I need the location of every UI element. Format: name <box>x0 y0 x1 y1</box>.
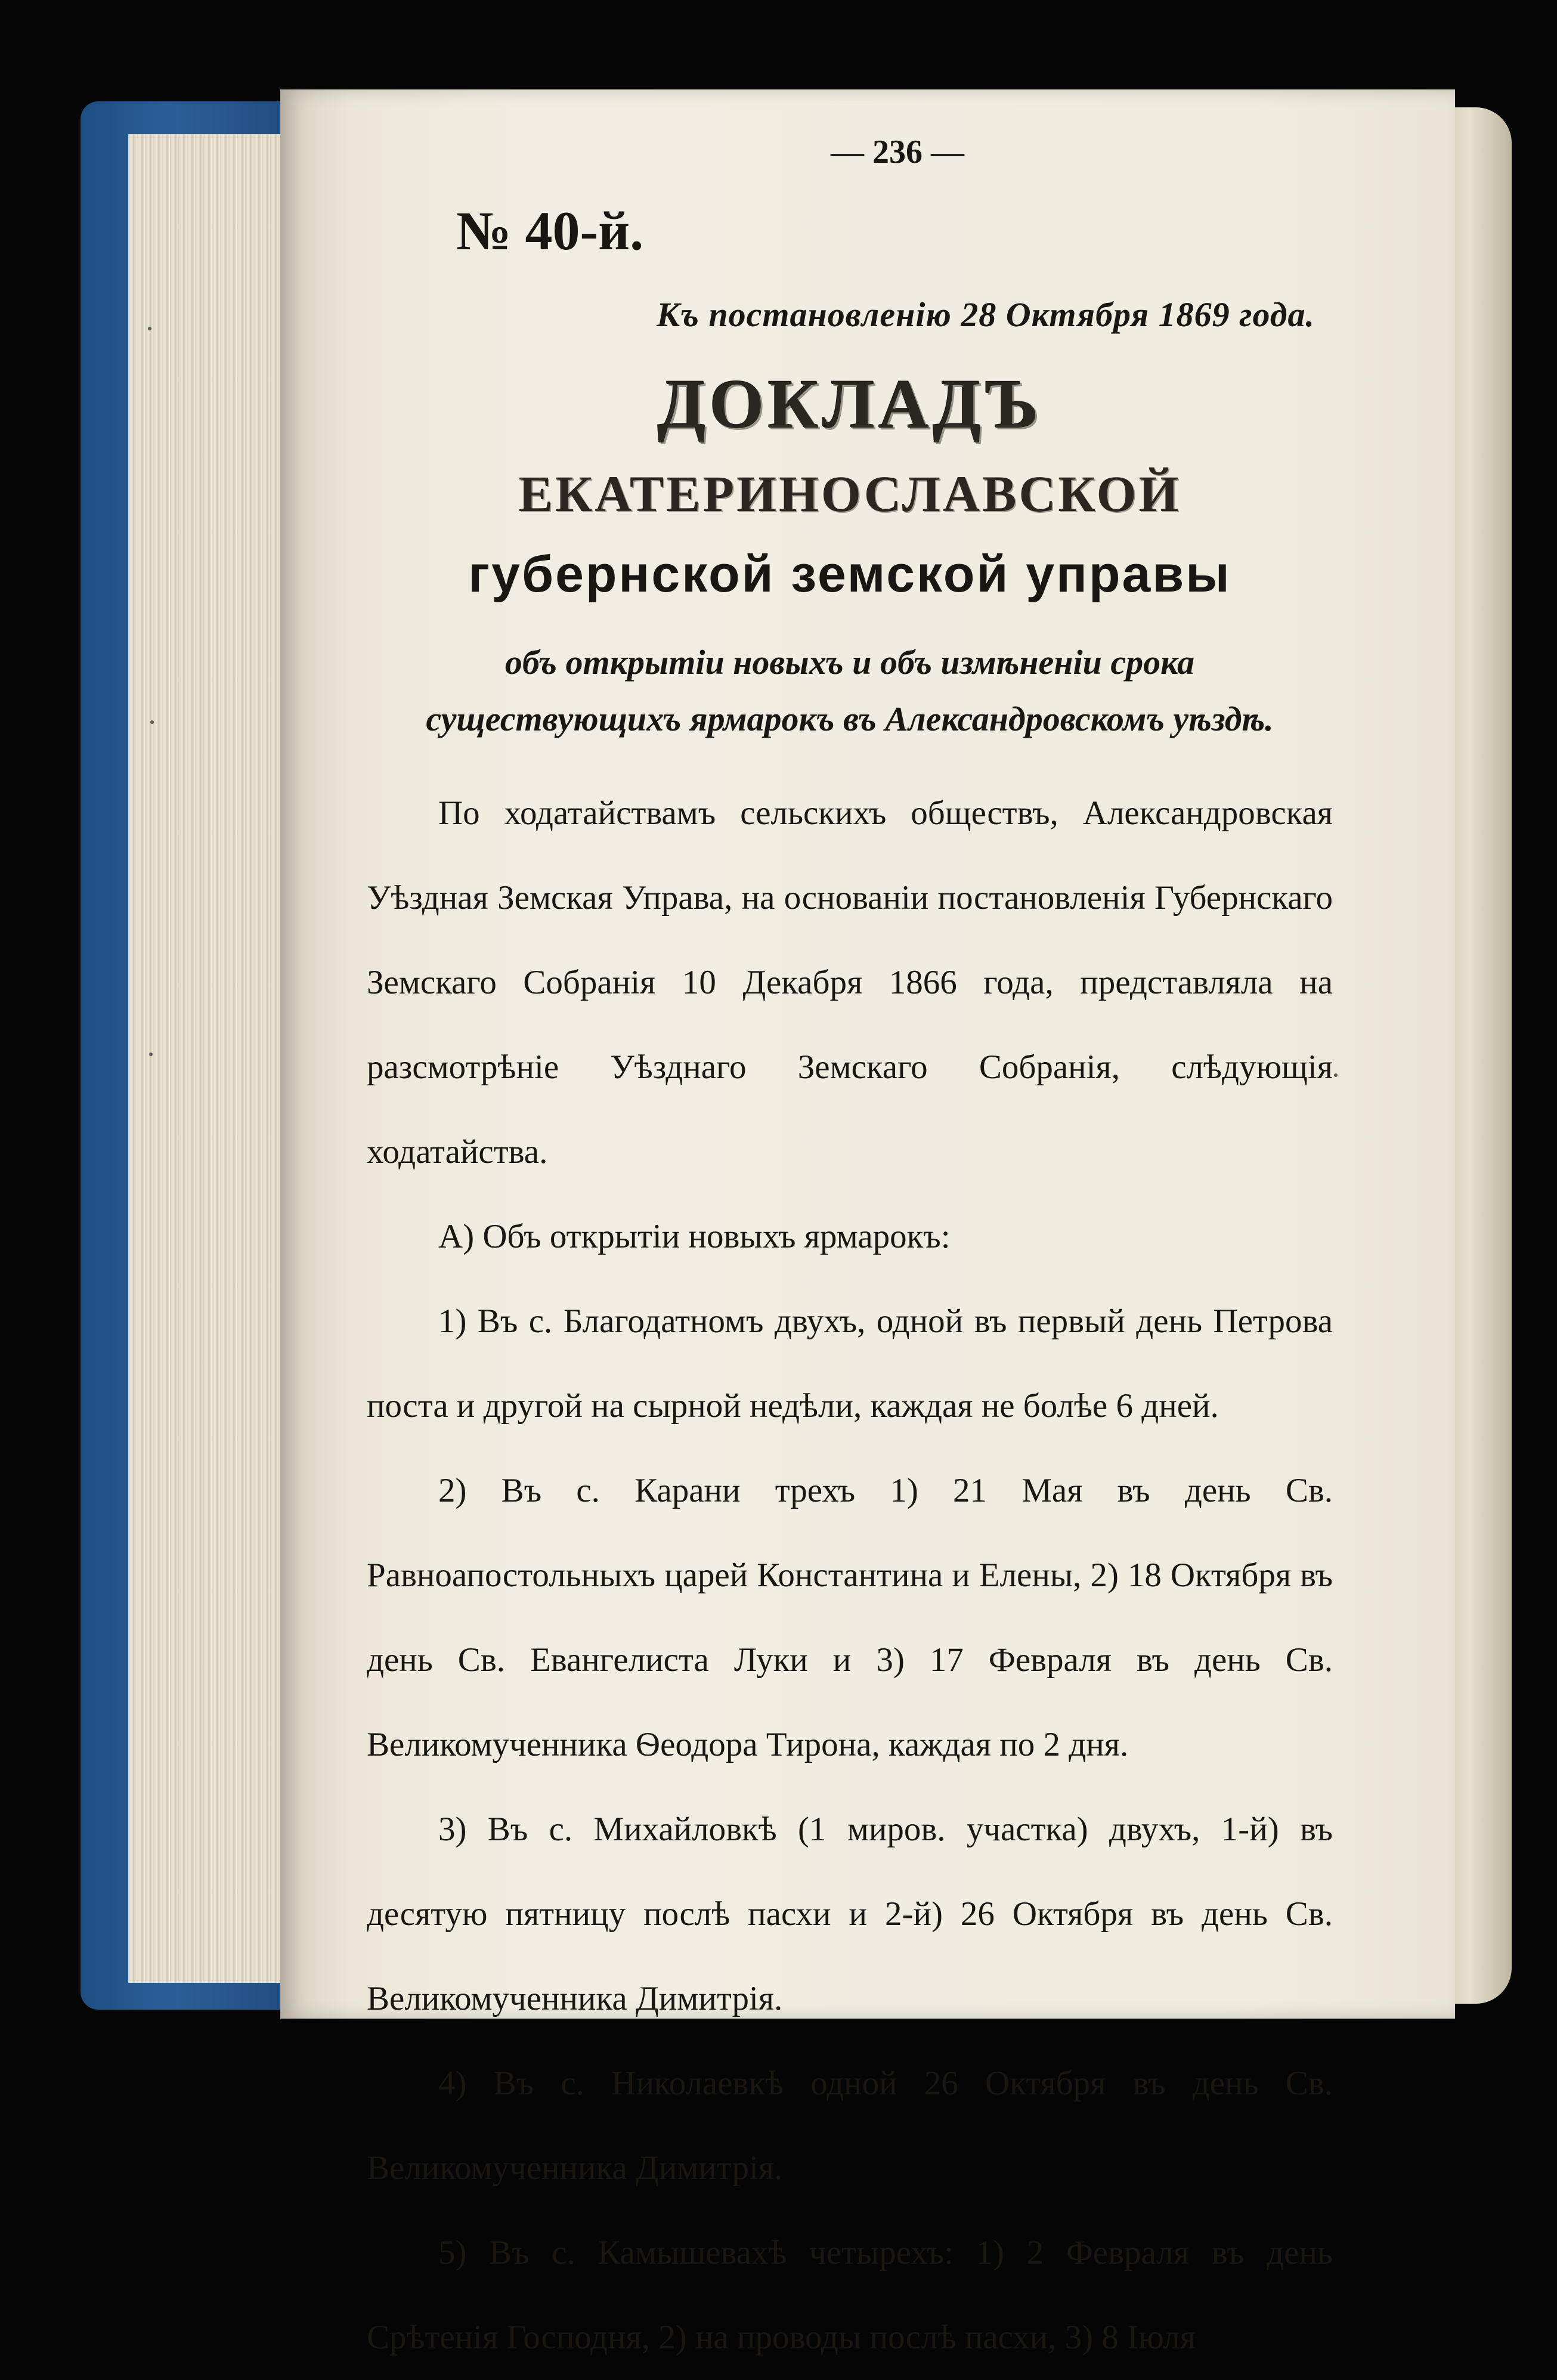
paragraph: 3) Въ с. Михайловкѣ (1 миров. участка) двухъ, 1-й) въ десятую пятницу послѣ пасхи и 2-й) 26 Октября въ день Св. Великомученника Димитрія. <box>367 1810 1333 2017</box>
council-title: губернской земской управы <box>468 546 1231 603</box>
decree-reference: Къ постановленію 28 Октября 1869 года. <box>657 295 1315 334</box>
paragraph: 5) Въ с. Камышевахѣ четырехъ: 1) 2 Февраля въ день Срѣтенія Господня, 2) на проводы послѣ пасхи, 3) 8 Іюля <box>367 2234 1333 2356</box>
report-body <box>367 771 1333 2380</box>
paragraph: 2) Въ с. Карани трехъ 1) 21 Мая въ день Св. Равноапостольныхъ царей Константина и Елены, 2) 18 Октября въ день Св. Евангелиста Луки и 3) 17 Февраля въ день Св. Великомученника Ѳеодора Тирона, каждая по 2 дня. <box>367 1472 1333 1763</box>
paragraph: 4) Въ с. Николаевкѣ одной 26 Октября въ день Св. Великомученника Димитрія. <box>367 2065 1333 2187</box>
paragraph: А) Объ открытіи новыхъ ярмарокъ: <box>438 1218 951 1255</box>
report-title: ДОКЛАДЪ <box>657 365 1042 443</box>
spine-mark <box>150 720 154 724</box>
paragraph: 1) Въ с. Благодатномъ двухъ, одной въ первый день Петрова поста и другой на сырной недѣли, каждая не болѣе 6 дней. <box>367 1302 1333 1425</box>
spine-mark <box>149 1053 153 1056</box>
document-number: № 40-й. <box>456 200 644 261</box>
paragraph: По ходатайствамъ сельскихъ обществъ, Александровская Уѣздная Земская Управа, на основаніи постановленія Губернскаго Земскаго Собранія 10 Декабря 1866 года, представляла на разсмотрѣніе Уѣзднаго Земскаго Собранія, слѣдующія ходатайства. <box>367 794 1333 1171</box>
spine-mark <box>1334 1073 1338 1077</box>
spine-mark <box>148 327 151 330</box>
region-title: ЕКАТЕРИНОСЛАВСКОЙ <box>518 465 1181 522</box>
report-subtitle: объ открытіи новыхъ и объ измѣненіи срока существующихъ ярмарокъ въ Александровскомъ уѣздѣ. <box>426 643 1274 738</box>
page-stack-edge <box>128 134 301 1983</box>
page-number: — 236 — <box>831 134 964 171</box>
page-text <box>367 119 1333 2380</box>
